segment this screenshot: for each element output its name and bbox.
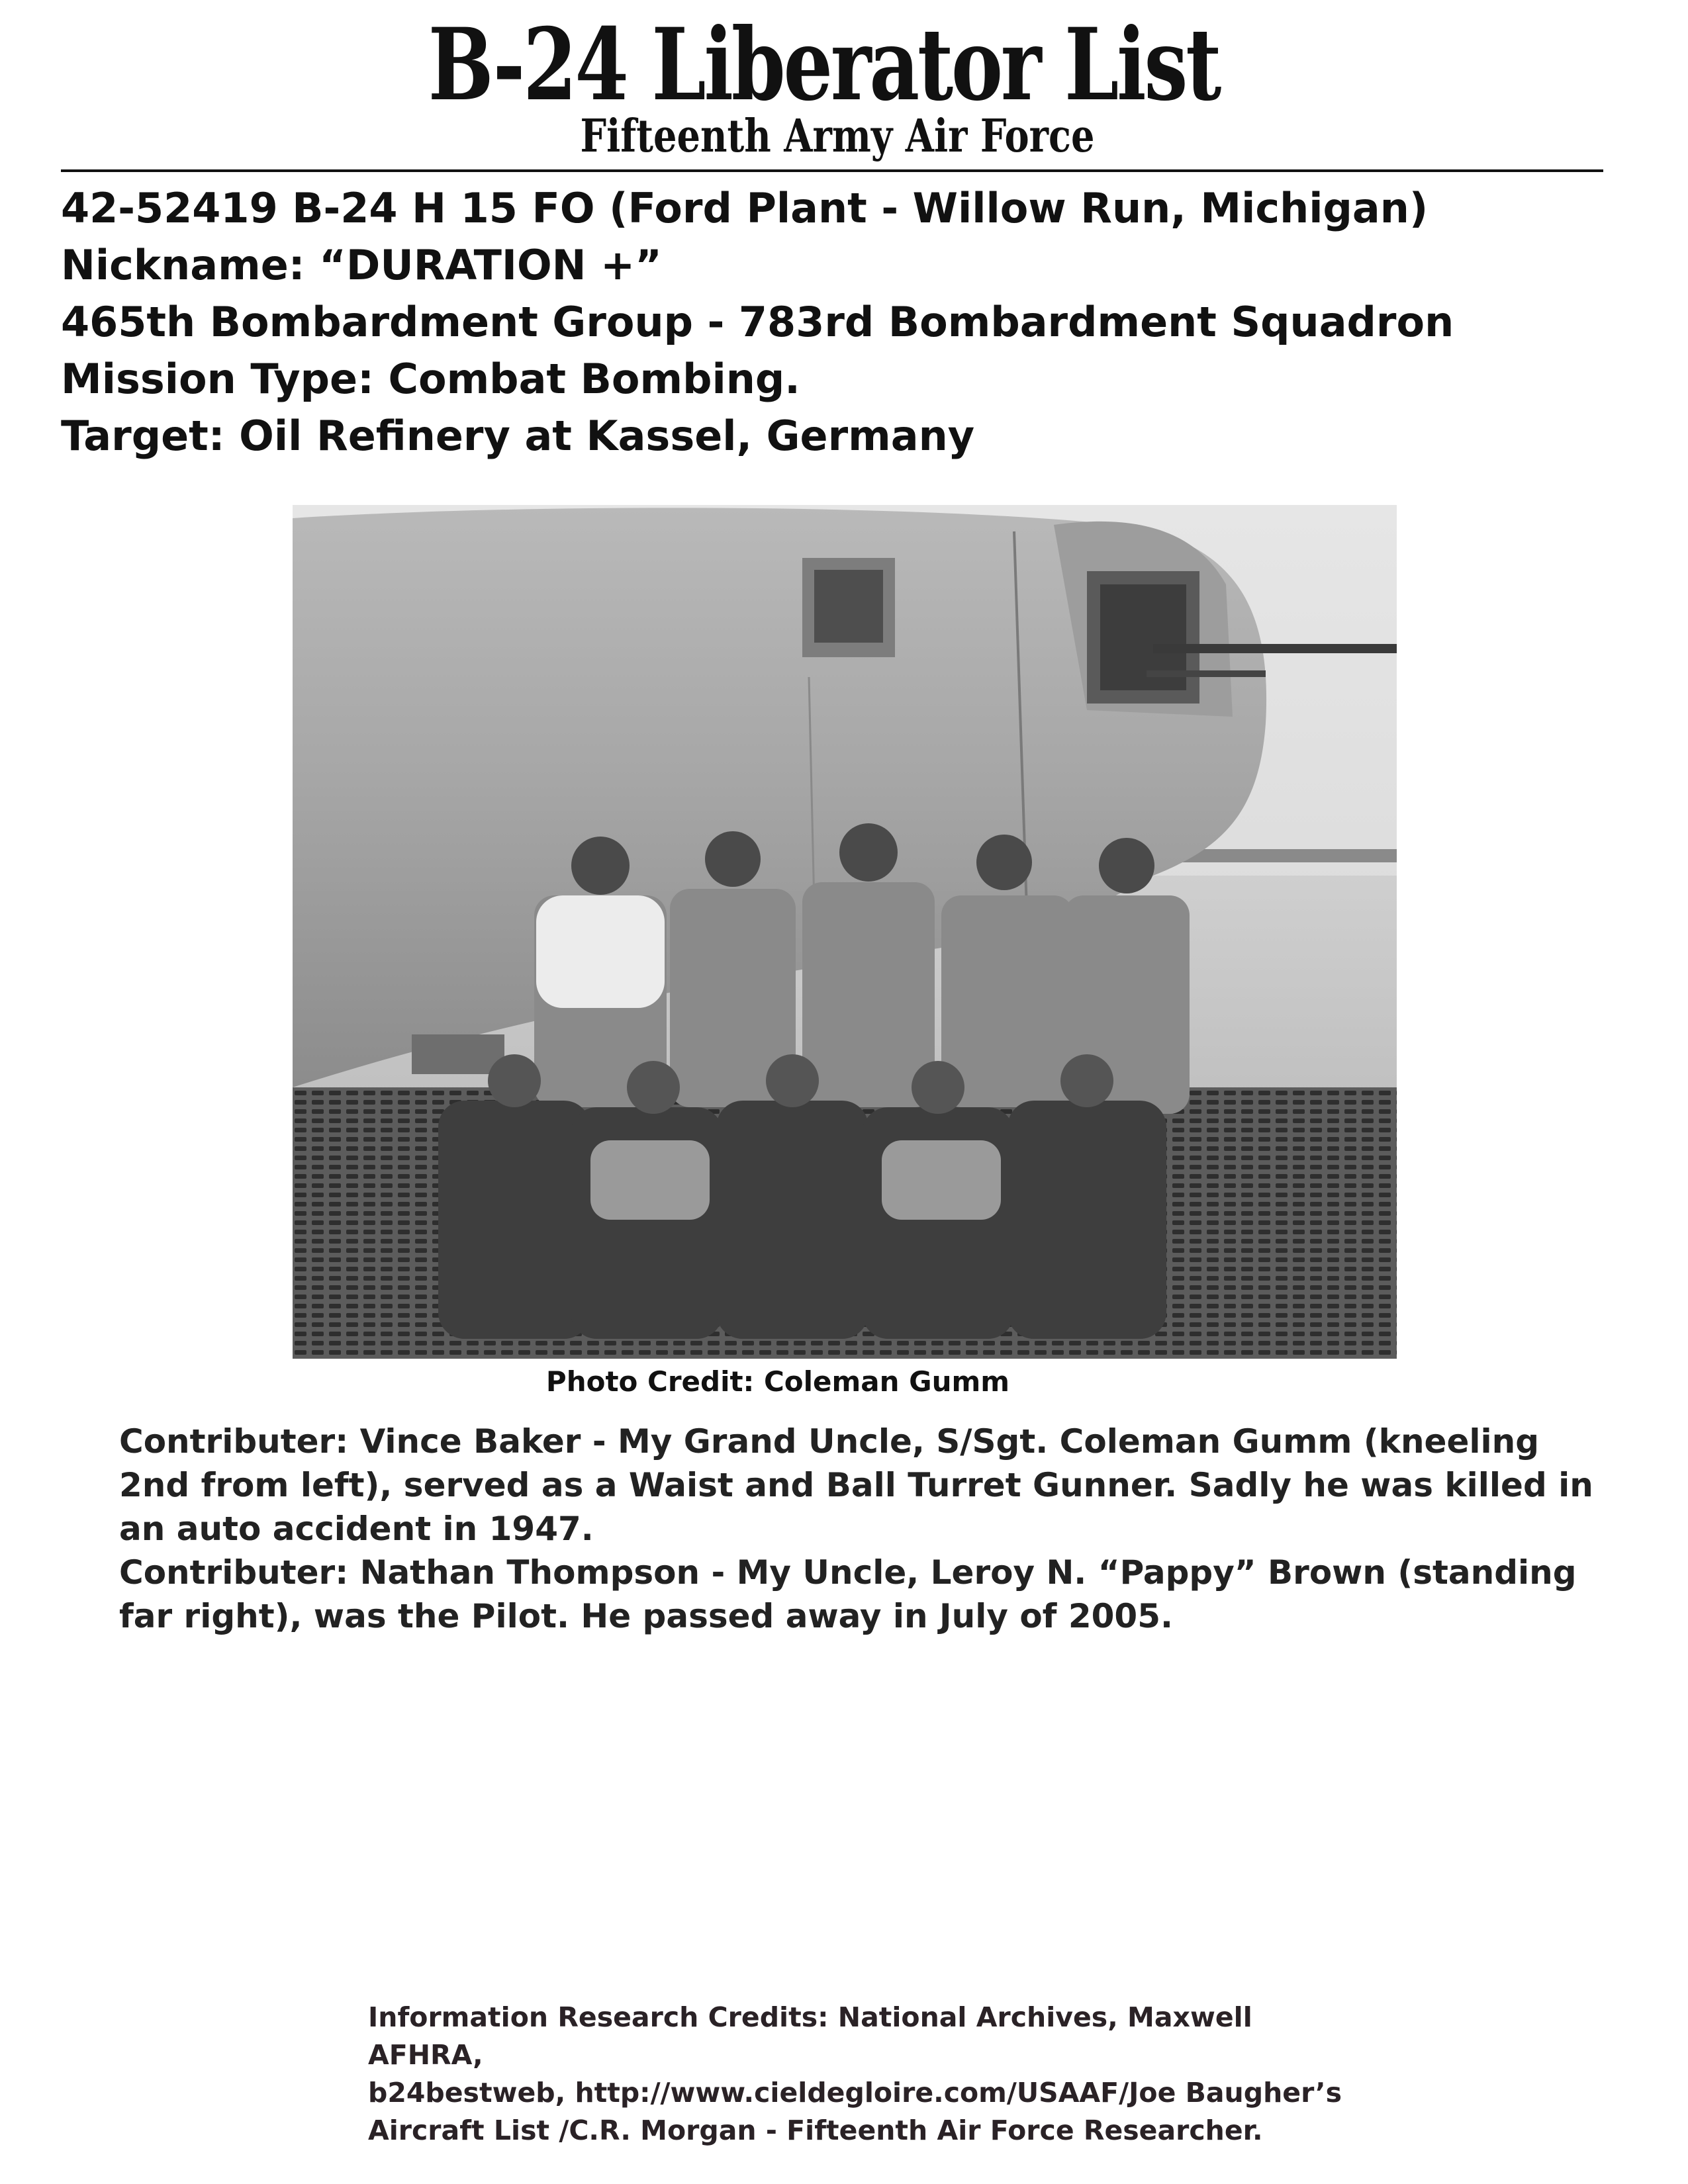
- serial-line: 42-52419 B-24 H 15 FO (Ford Plant - Willow Run, Michigan): [61, 184, 1429, 232]
- unit-line: 465th Bombardment Group - 783rd Bombardment Squadron: [61, 298, 1454, 346]
- mission-type-line: Mission Type: Combat Bombing.: [61, 355, 800, 403]
- header-divider: [61, 169, 1603, 172]
- research-credits: [368, 1999, 1361, 2150]
- page-title: B-24 Liberator List: [428, 7, 1220, 123]
- photo-credit: Photo Credit: Coleman Gumm: [545, 1365, 1010, 1398]
- credits-line-2: b24bestweb, http://www.cieldegloire.com/USAAF/Joe Baugher’s: [368, 2077, 1342, 2109]
- crew-photo: [293, 505, 1397, 1359]
- contribution-thompson: Contributer: Nathan Thompson - My Uncle, Leroy N. “Pappy” Brown (standing far right), was the Pilot. He passed away in July of 2005.: [119, 1553, 1577, 1635]
- credits-line-1: Information Research Credits: National Archives, Maxwell AFHRA,: [368, 2001, 1252, 2071]
- aircraft-info: [61, 180, 1583, 465]
- target-line: Target: Oil Refinery at Kassel, Germany: [61, 412, 975, 460]
- contribution-baker: Contributer: Vince Baker - My Grand Uncle, S/Sgt. Coleman Gumm (kneeling 2nd from left), served as a Waist and Ball Turret Gunner. Sadly he was killed in an auto accident in 1947.: [119, 1422, 1593, 1548]
- contributions: [119, 1420, 1615, 1638]
- nickname-line: Nickname: “DURATION +”: [61, 241, 662, 289]
- page-subtitle: Fifteenth Army Air Force: [580, 110, 1095, 163]
- credits-line-3: Aircraft List /C.R. Morgan - Fifteenth Air Force Researcher.: [368, 2115, 1263, 2146]
